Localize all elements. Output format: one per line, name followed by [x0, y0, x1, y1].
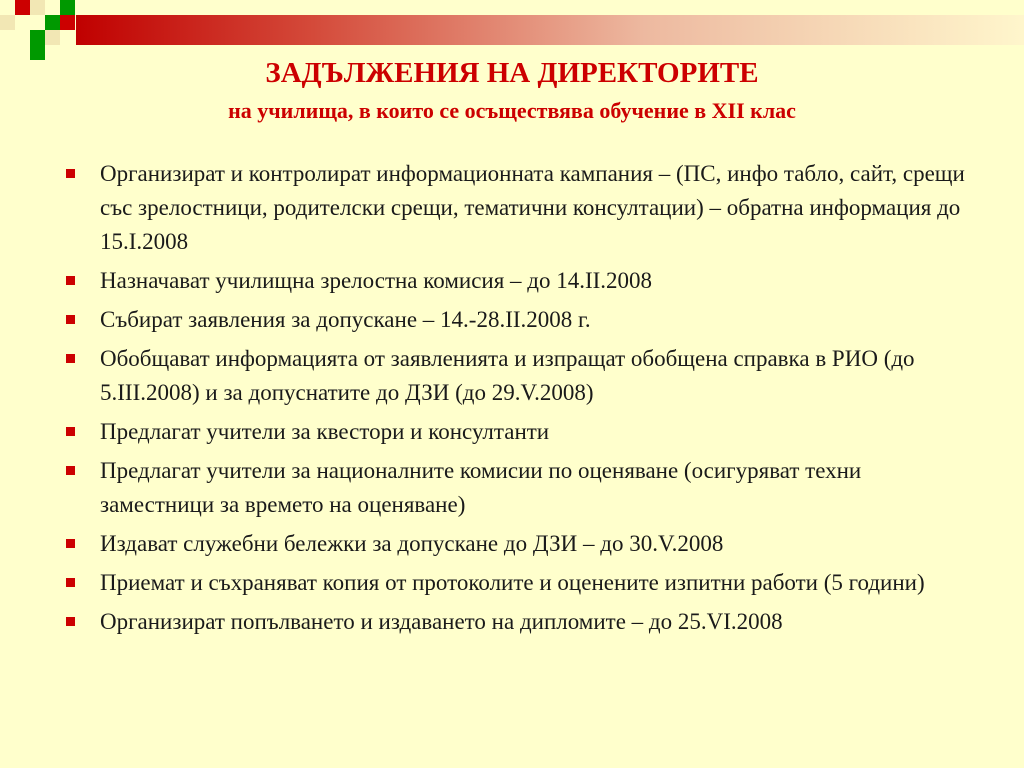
bullet-square-icon [66, 276, 75, 285]
bullet-square-icon [66, 427, 75, 436]
decorative-square [30, 0, 45, 15]
decorative-square [45, 30, 60, 45]
bullet-item [60, 157, 980, 259]
bullet-square-icon [66, 169, 75, 178]
bullet-text: Организират и контролират информационната кампания – (ПС, инфо табло, сайт, срещи със зрелостници, родителски срещи, тематични консултации) – обратна информация до 15.I.2008 [100, 161, 965, 254]
bullet-square-icon [66, 539, 75, 548]
bullet-list [60, 157, 980, 644]
bullet-square-icon [66, 617, 75, 626]
bullet-item [60, 605, 980, 639]
bullet-item [60, 454, 980, 522]
bullet-square-icon [66, 315, 75, 324]
decorative-square [45, 15, 60, 30]
bullet-item [60, 566, 980, 600]
bullet-square-icon [66, 354, 75, 363]
bullet-text: Предлагат учители за националните комисии по оценяване (осигуряват техни заместници за времето на оценяване) [100, 458, 862, 517]
decorative-top-bar [76, 15, 1024, 45]
bullet-text: Назначават училищна зрелостна комисия – до 14.II.2008 [100, 268, 653, 293]
bullet-item [60, 527, 980, 561]
bullet-text: Обобщават информацията от заявленията и изпращат обобщена справка в РИО (до 5.III.2008) и за допуснатите до ДЗИ (до 29.V.2008) [100, 346, 915, 405]
bullet-square-icon [66, 466, 75, 475]
decorative-square [60, 0, 75, 15]
bullet-text: Предлагат учители за квестори и консултанти [100, 419, 550, 444]
bullet-item [60, 303, 980, 337]
bullet-item [60, 342, 980, 410]
bullet-item [60, 264, 980, 298]
decorative-square [0, 15, 15, 30]
decorative-square [60, 15, 75, 30]
bullet-text: Издават служебни бележки за допускане до ДЗИ – до 30.V.2008 [100, 531, 724, 556]
bullet-item [60, 415, 980, 449]
bullet-text: Събират заявления за допускане – 14.-28.II.2008 г. [100, 307, 591, 332]
bullet-square-icon [66, 578, 75, 587]
bullet-text: Организират попълването и издаването на дипломите – до 25.VI.2008 [100, 609, 783, 634]
slide-title: ЗАДЪЛЖЕНИЯ НА ДИРЕКТОРИТЕ [265, 57, 759, 89]
decorative-square [15, 0, 30, 15]
slide-subtitle: на училища, в които се осъществява обучение в XII клас [228, 98, 796, 123]
decorative-square [30, 30, 45, 45]
bullet-text: Приемат и съхраняват копия от протоколите и оценените изпитни работи (5 години) [100, 570, 925, 595]
